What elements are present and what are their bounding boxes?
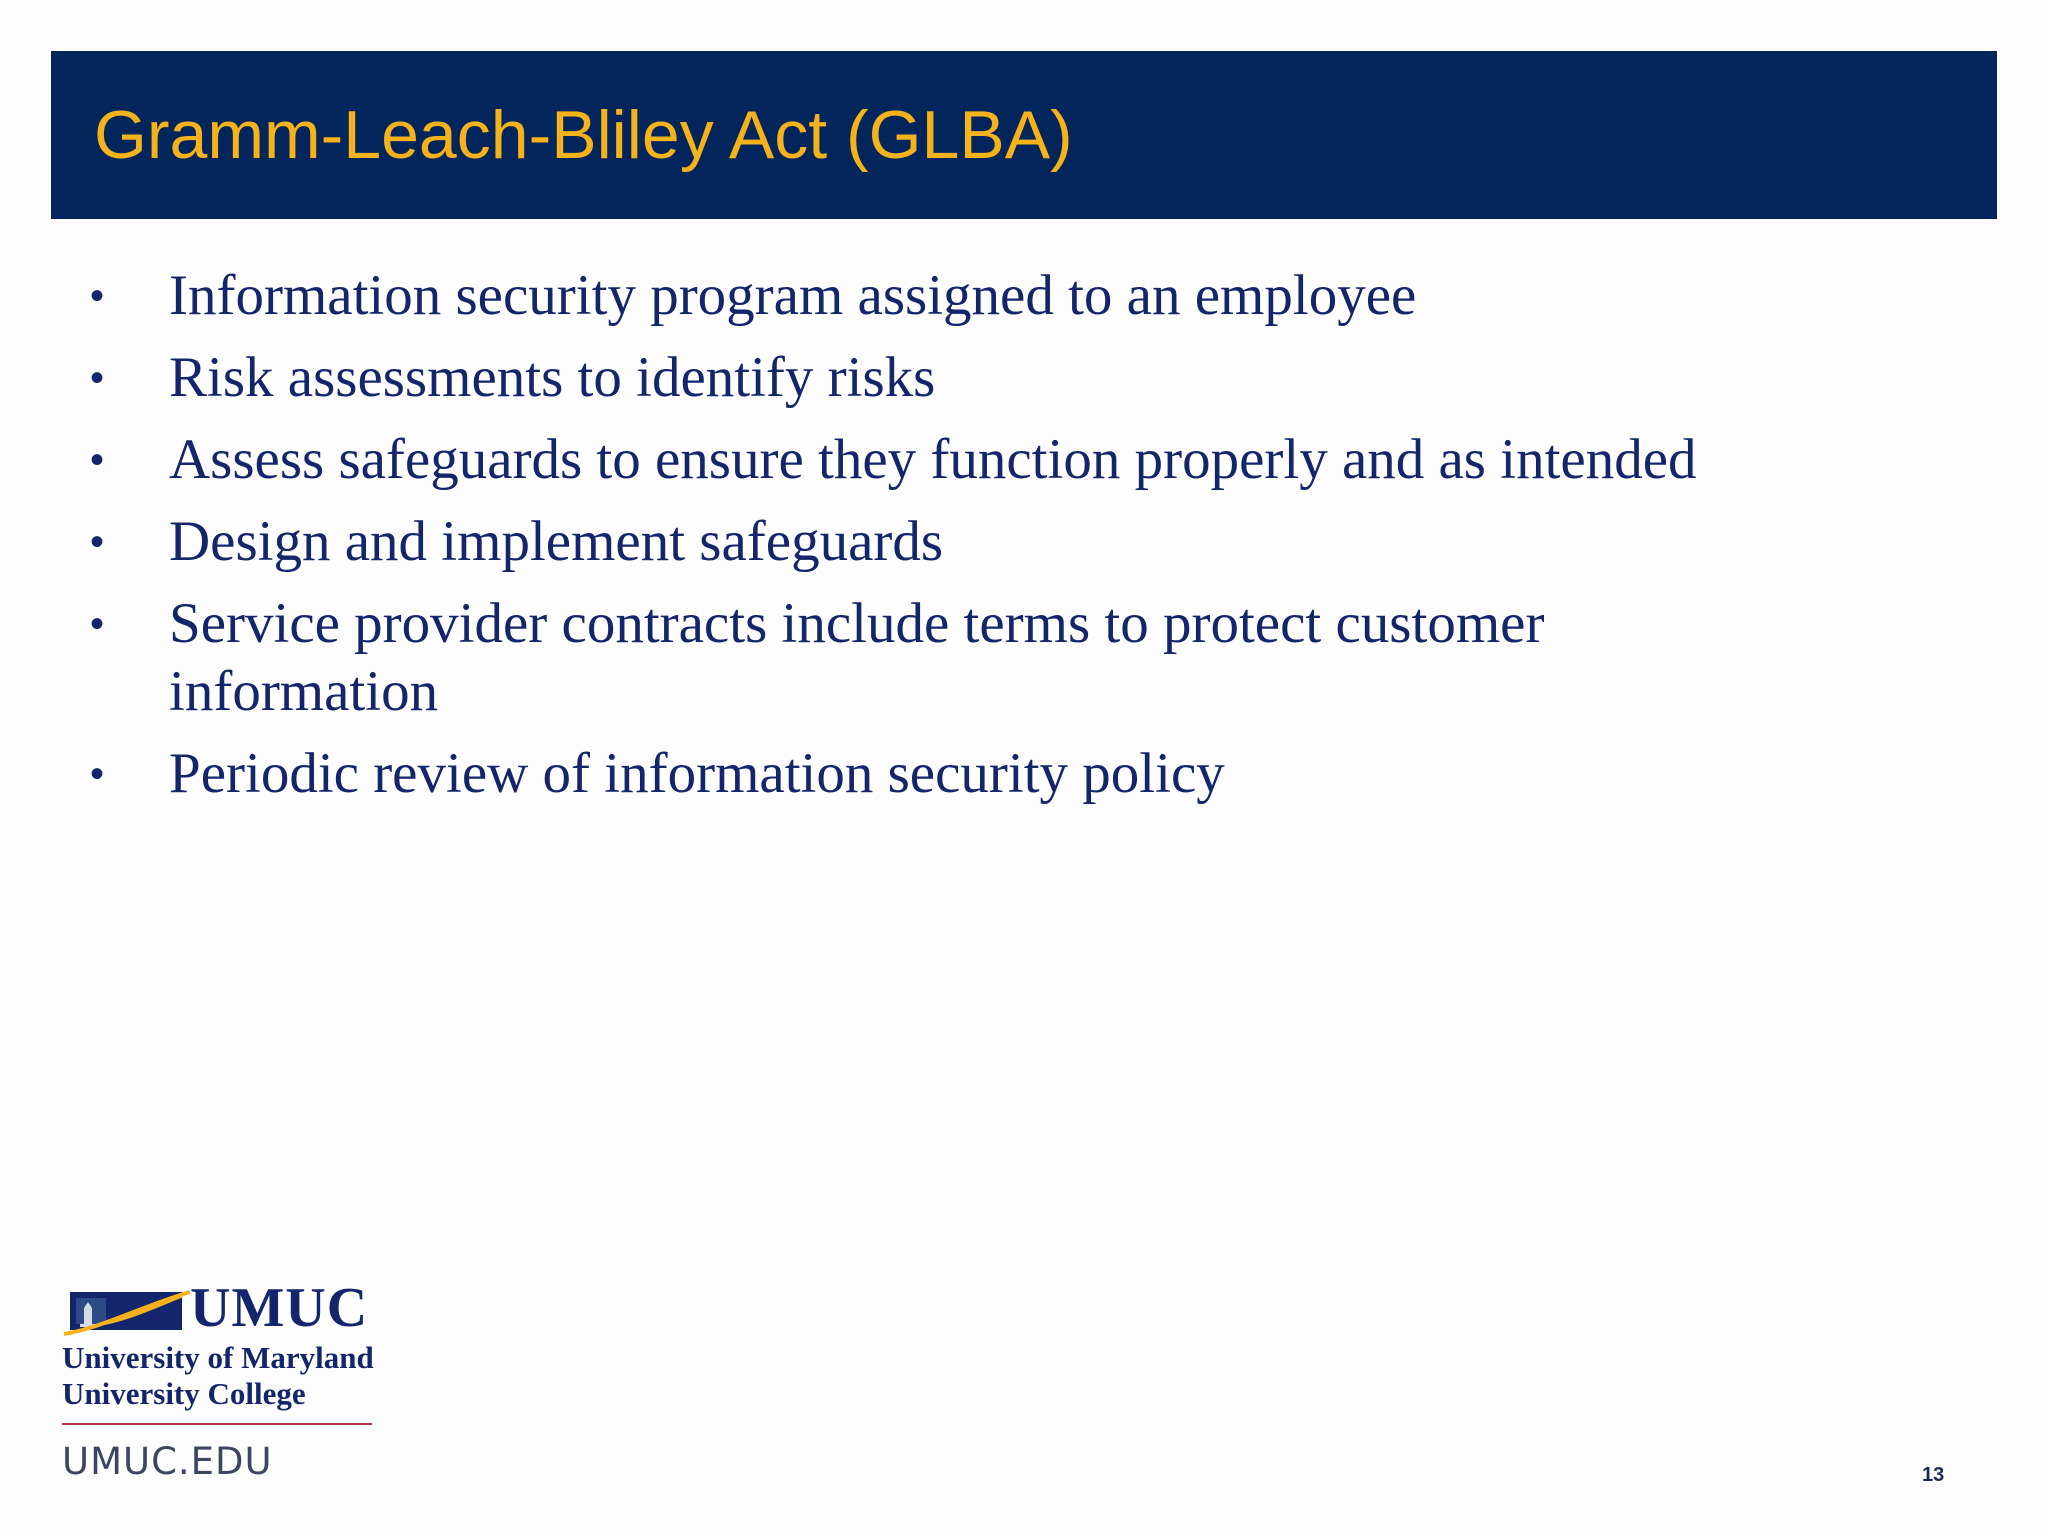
bullet-text: Design and implement safeguards xyxy=(169,510,944,573)
bullet-item xyxy=(88,740,1788,808)
logo-university-line-1: University of Maryland xyxy=(62,1340,374,1375)
bullet-text: Assess safeguards to ensure they function properly and as intended xyxy=(169,428,1697,491)
bullet-text: Service provider contracts include terms to protect customer information xyxy=(169,592,1545,723)
bullet-marker: • xyxy=(90,752,105,796)
bullet-marker: • xyxy=(90,602,105,646)
bullet-item xyxy=(88,590,1789,726)
logo-university-line-2: University College xyxy=(62,1376,306,1411)
title-bar xyxy=(51,51,1997,219)
bullet-marker: • xyxy=(90,356,105,400)
bullet-marker: • xyxy=(90,438,105,482)
bullet-text: Risk assessments to identify risks xyxy=(169,346,936,409)
bullet-item xyxy=(88,508,1788,576)
logo-divider xyxy=(62,1423,372,1425)
dome-swoosh-icon xyxy=(62,1284,192,1338)
logo-wordmark: UMUC xyxy=(190,1277,369,1339)
bullet-marker: • xyxy=(90,520,105,564)
bullet-list xyxy=(88,262,1788,822)
bullet-item xyxy=(88,426,1719,494)
bullet-text: Information security program assigned to an employee xyxy=(169,264,1417,327)
bullet-text: Periodic review of information security policy xyxy=(169,742,1225,805)
bullet-marker: • xyxy=(90,274,105,318)
page-number: 13 xyxy=(1922,1464,1945,1486)
bullet-item xyxy=(88,344,1788,412)
site-url: UMUC.EDU xyxy=(62,1440,273,1483)
bullet-item xyxy=(88,262,1788,330)
slide-title: Gramm-Leach-Bliley Act (GLBA) xyxy=(94,97,1073,173)
